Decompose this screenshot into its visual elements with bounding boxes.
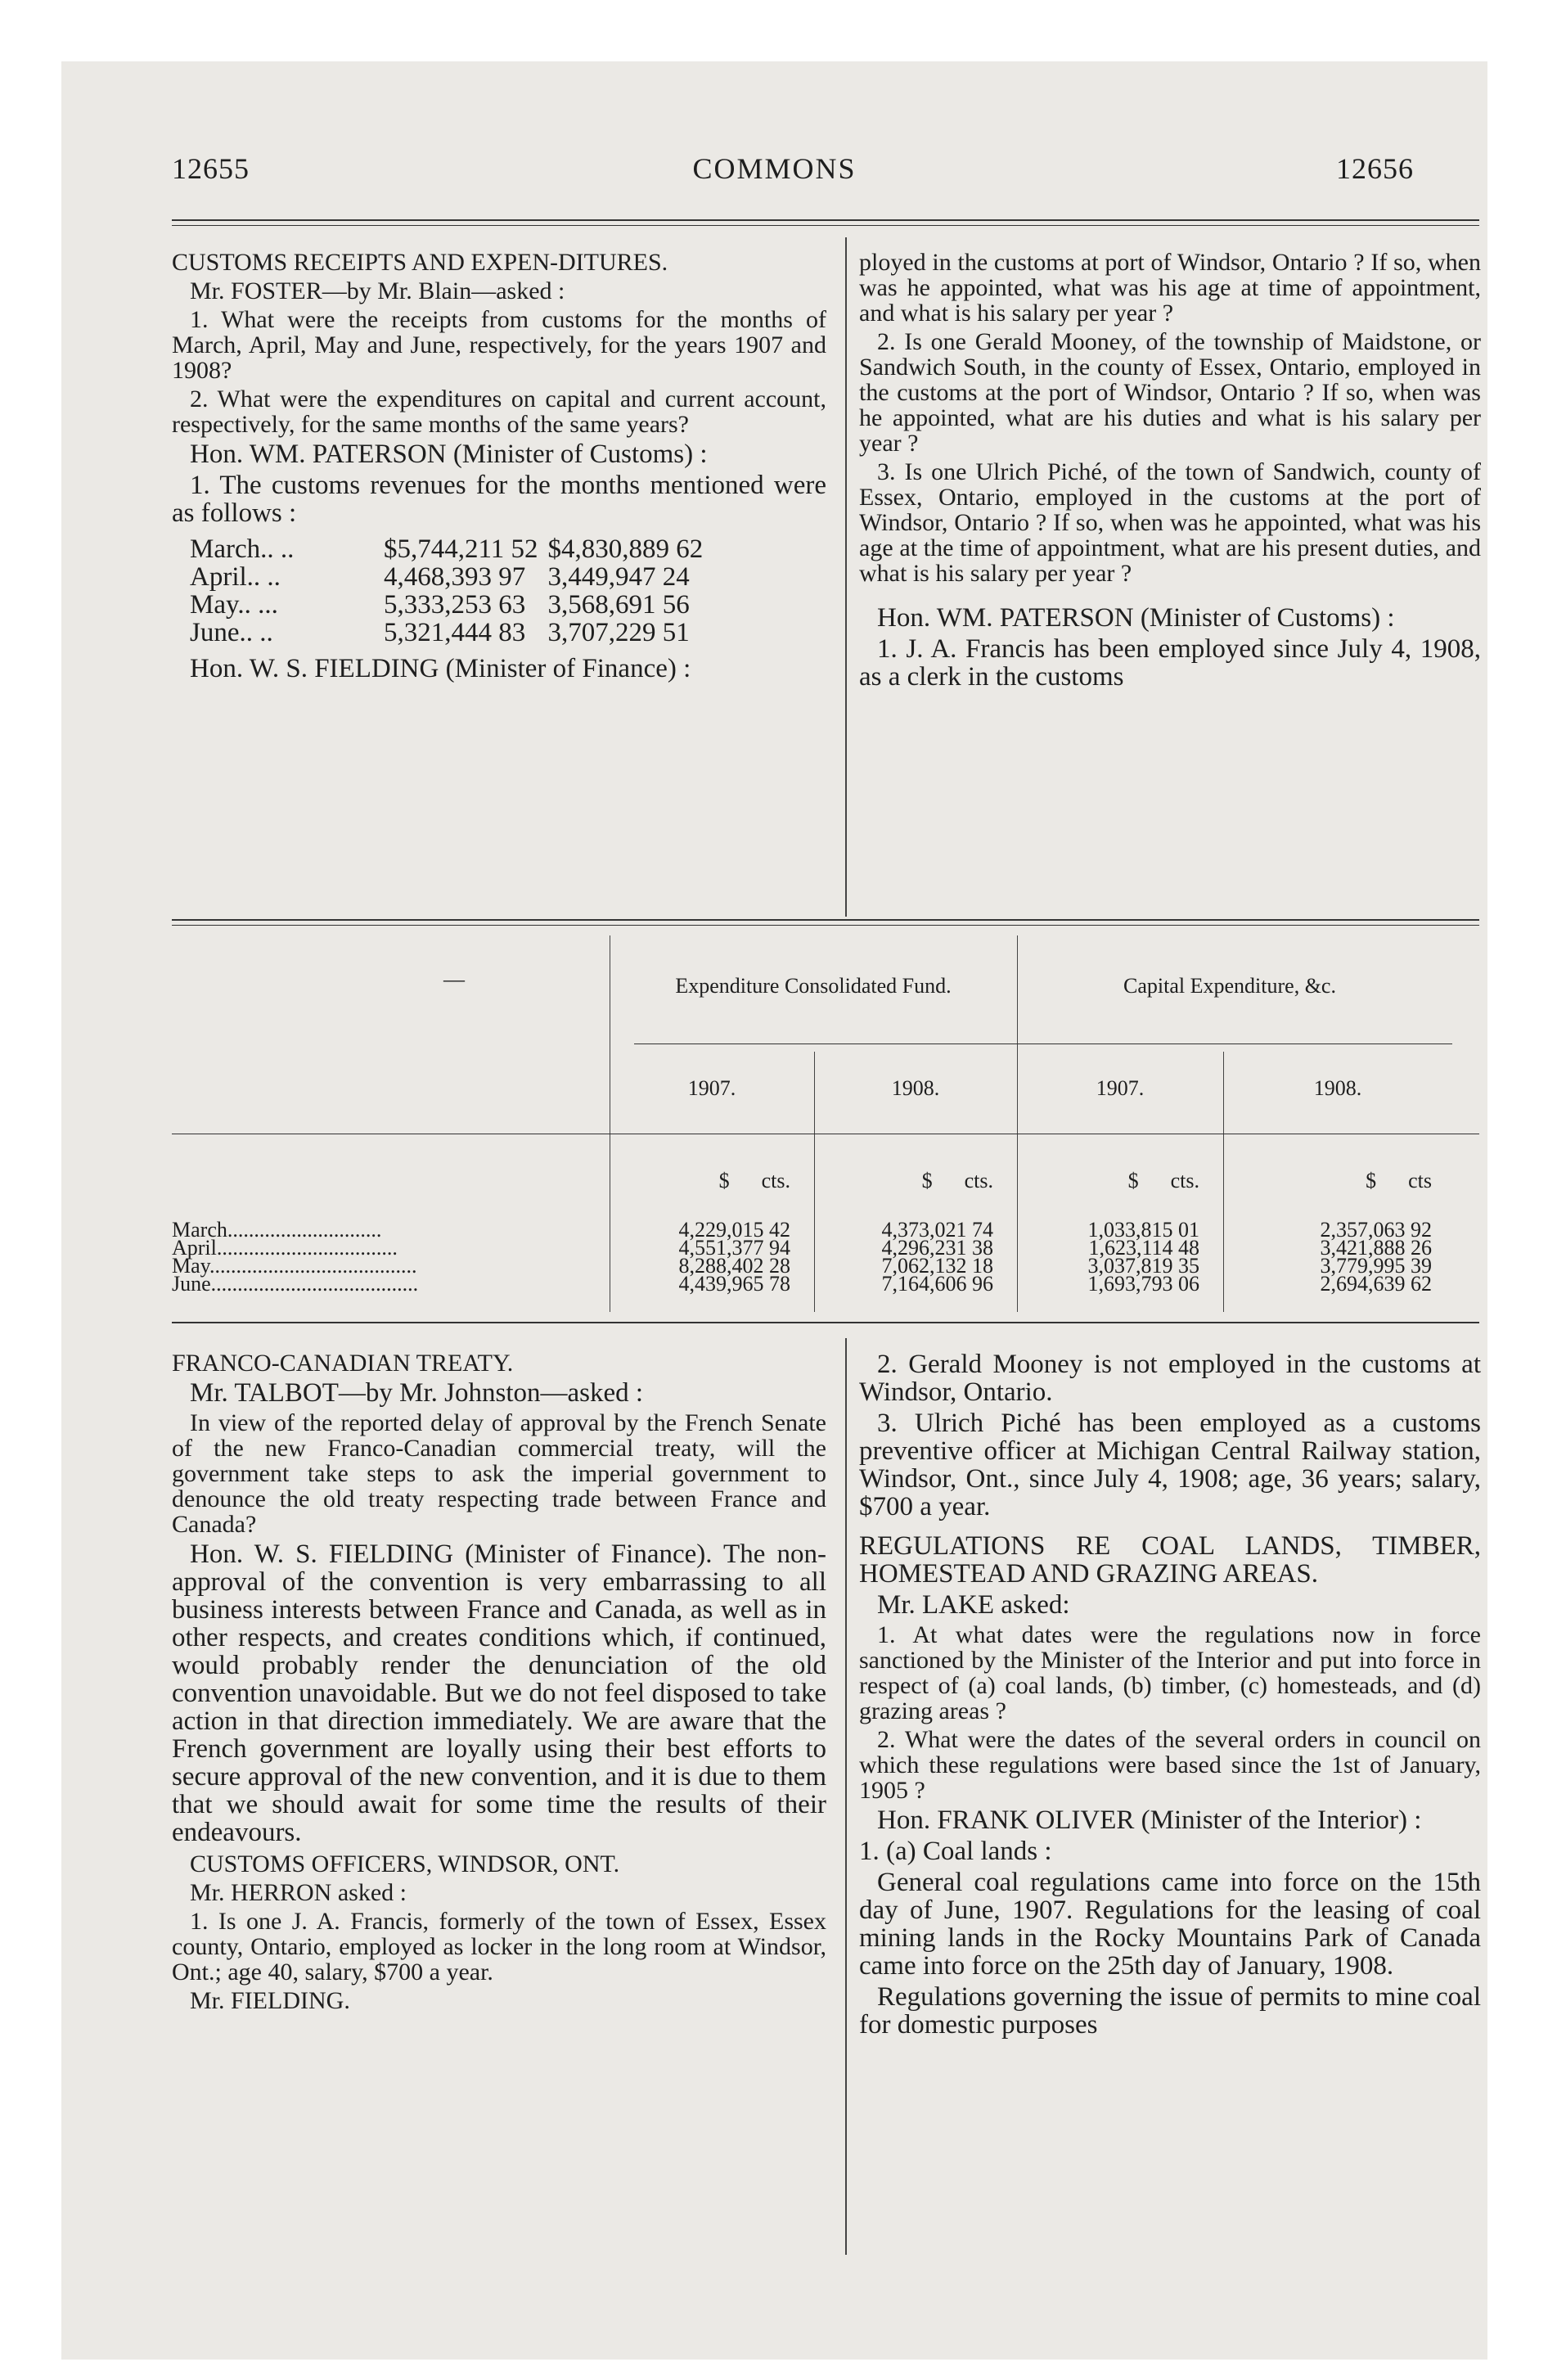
- row-value: 4,296,231 38: [881, 1236, 993, 1260]
- paragraph-3: 3. Is one Ulrich Piché, of the town of Sandwich, county of Essex, Ontario, employed in the customs at the port of Windsor, Ontario ? If so, when was he appointed, what was his age at the time of appointment, what are his present duties, and what is his salary per year ?: [859, 458, 1481, 587]
- section-heading-2: CUSTOMS OFFICERS, WINDSOR, ONT.: [190, 1850, 620, 1877]
- row-value: 1,033,815 01: [1087, 1218, 1199, 1242]
- row-value: 2,357,063 92: [1320, 1218, 1432, 1242]
- row-label: June.......................................: [172, 1272, 419, 1296]
- receipts-cell-month: June.. ..: [190, 618, 273, 647]
- section-heading: CUSTOMS RECEIPTS AND EXPEN-DITURES.: [172, 249, 668, 276]
- asker: Mr. TALBOT—by Mr. Johnston—asked :: [190, 1378, 644, 1408]
- asker-2: Mr. HERRON asked :: [190, 1879, 407, 1906]
- row-value: 4,551,377 94: [678, 1236, 790, 1260]
- row-label: May.......................................: [172, 1254, 417, 1278]
- column-divider-bottom: [845, 1338, 847, 2255]
- table-stub: —: [443, 967, 465, 991]
- question-2: 2. What were the dates of the several orders in council on which these regulations were based since the 1st of January, 1905 ?: [859, 1726, 1481, 1804]
- answer-0: 1. (a) Coal lands :: [859, 1837, 1052, 1866]
- question-2: 1. Is one J. A. Francis, formerly of the town of Essex, Essex county, Ontario, employed as locker in the long room at Windsor, Ont.; age 40, salary, $700 a year.: [172, 1908, 826, 1986]
- section-heading: FRANCO-CANADIAN TREATY.: [172, 1350, 514, 1377]
- question: In view of the reported delay of approval by the French Senate of the new Franco-Canadian commercial treaty, will the government take steps to ask the imperial government to denounce the old treaty respecting trade between France and Canada?: [172, 1409, 826, 1538]
- row-value: 7,062,132 18: [881, 1254, 993, 1278]
- answer-2: Regulations governing the issue of permits to mine coal for domestic purposes: [859, 1982, 1481, 2040]
- row-value: 1,693,793 06: [1087, 1272, 1199, 1296]
- column-4: [859, 1350, 1481, 2042]
- answerer: Hon. WM. PATERSON (Minister of Customs) :: [190, 439, 708, 469]
- row-value: 8,288,402 28: [678, 1254, 790, 1278]
- expenditure-table: [61, 61, 1487, 1338]
- page-number-right: 12656: [1336, 152, 1414, 185]
- row-value: 2,694,639 62: [1320, 1272, 1432, 1296]
- unit-header: $ cts.: [718, 1169, 790, 1192]
- question-2: 2. What were the expenditures on capital and current account, respectively, for the same months of the same years?: [172, 385, 826, 438]
- asker: Mr. FOSTER—by Mr. Blain—asked :: [190, 277, 565, 304]
- table-rule-bottom: [172, 1322, 1479, 1323]
- page: [61, 61, 1487, 2360]
- unit-header: $ cts.: [1127, 1169, 1199, 1192]
- receipts-cell-y1907: 5,321,444 83: [384, 618, 526, 647]
- receipts-cell-month: May.. ...: [190, 590, 278, 620]
- receipts-cell-month: March.. ..: [190, 534, 295, 564]
- row-value: 1,623,114 48: [1088, 1236, 1199, 1260]
- paragraph-1: 2. Gerald Mooney is not employed in the customs at Windsor, Ontario.: [859, 1350, 1481, 1407]
- answer-1: 1. The customs revenues for the months mentioned were as follows :: [172, 471, 826, 528]
- question-1: 1. At what dates were the regulations now in force sanctioned by the Minister of the Interior and put into force in respect of (a) coal lands, (b) timber, (c) homesteads, and (d) grazing areas ?: [859, 1621, 1481, 1724]
- receipts-cell-y1907: $5,744,211 52: [384, 534, 538, 564]
- answerer-2: Hon. W. S. FIELDING (Minister of Finance) :: [190, 654, 691, 683]
- row-value: 3,037,819 35: [1087, 1254, 1199, 1278]
- question-1: 1. What were the receipts from customs for the months of March, April, May and June, respectively, for the years 1907 and 1908?: [172, 306, 826, 384]
- row-value: 3,421,888 26: [1320, 1236, 1432, 1260]
- answer: Hon. W. S. FIELDING (Minister of Finance). The non-approval of the convention is very embarrassing to all business interests between France and Canada, as well as in other respects, and creates conditions which, if continued, would probably render the denunciation of the old convention unavoidable. But we do not feel disposed to take action in that direction immediately. We are aware that the French government are loyally using their best efforts to secure approval of the new convention, and it is due to them that we should await for some time the results of their endeavours.: [172, 1539, 826, 1847]
- row-label: April..................................: [172, 1236, 398, 1260]
- year-header: 1907.: [1096, 1076, 1145, 1100]
- paragraph-2: 2. Is one Gerald Mooney, of the township of Maidstone, or Sandwich South, in the county of Essex, Ontario, employed in the customs at the port of Windsor, Ontario ? If so, when was he appointed, what are his duties and what is his salary per year ?: [859, 328, 1481, 457]
- receipts-cell-y1908: $4,830,889 62: [547, 534, 704, 564]
- row-value: 4,373,021 74: [881, 1218, 993, 1242]
- answer-2: Mr. FIELDING.: [190, 1987, 350, 2014]
- answer-1: 1. J. A. Francis has been employed since July 4, 1908, as a clerk in the customs: [859, 634, 1481, 692]
- row-value: 3,779,995 39: [1320, 1254, 1432, 1278]
- paragraph-1: ployed in the customs at port of Windsor, Ontario ? If so, when was he appointed, what was his age at time of appointment, and what is his salary per year ?: [859, 249, 1481, 327]
- unit-header: $ cts.: [921, 1169, 993, 1192]
- row-value: 4,229,015 42: [678, 1218, 790, 1242]
- receipts-cell-y1908: 3,568,691 56: [547, 590, 690, 620]
- row-label: March.............................: [172, 1218, 382, 1242]
- answerer: Hon. FRANK OLIVER (Minister of the Interior) :: [877, 1805, 1422, 1835]
- answerer: Hon. WM. PATERSON (Minister of Customs) :: [877, 603, 1395, 633]
- asker: Mr. LAKE asked:: [877, 1590, 1070, 1620]
- row-value: 4,439,965 78: [678, 1272, 790, 1296]
- group-header-1: Expenditure Consolidated Fund.: [675, 974, 952, 998]
- receipts-cell-y1908: 3,707,229 51: [547, 618, 690, 647]
- column-3: [172, 1350, 826, 2017]
- receipts-cell-y1907: 5,333,253 63: [384, 590, 526, 620]
- receipts-cell-month: April.. ..: [190, 562, 281, 592]
- row-value: 7,164,606 96: [881, 1272, 993, 1296]
- group-header-2: Capital Expenditure, &c.: [1123, 974, 1336, 998]
- answer-1: General coal regulations came into force on the 15th day of June, 1907. Regulations for the leasing of coal mining lands in the Rocky Mountains Park of Canada came into force on the 25th day of January, 1908.: [859, 1868, 1481, 1981]
- receipts-cell-y1907: 4,468,393 97: [384, 562, 526, 592]
- page-number-left: 12655: [172, 152, 250, 185]
- receipts-cell-y1908: 3,449,947 24: [547, 562, 690, 592]
- year-header: 1908.: [891, 1076, 940, 1100]
- section-heading: REGULATIONS RE COAL LANDS, TIMBER, HOMESTEAD AND GRAZING AREAS.: [859, 1531, 1481, 1589]
- page-title: COMMONS: [692, 152, 857, 185]
- year-header: 1907.: [687, 1076, 736, 1100]
- year-header: 1908.: [1313, 1076, 1362, 1100]
- unit-header: $ cts: [1366, 1169, 1432, 1192]
- paragraph-2: 3. Ulrich Piché has been employed as a customs preventive officer at Michigan Central Railway station, Windsor, Ont., since July 4, 1908; age, 36 years; salary, $700 a year.: [859, 1409, 1481, 1521]
